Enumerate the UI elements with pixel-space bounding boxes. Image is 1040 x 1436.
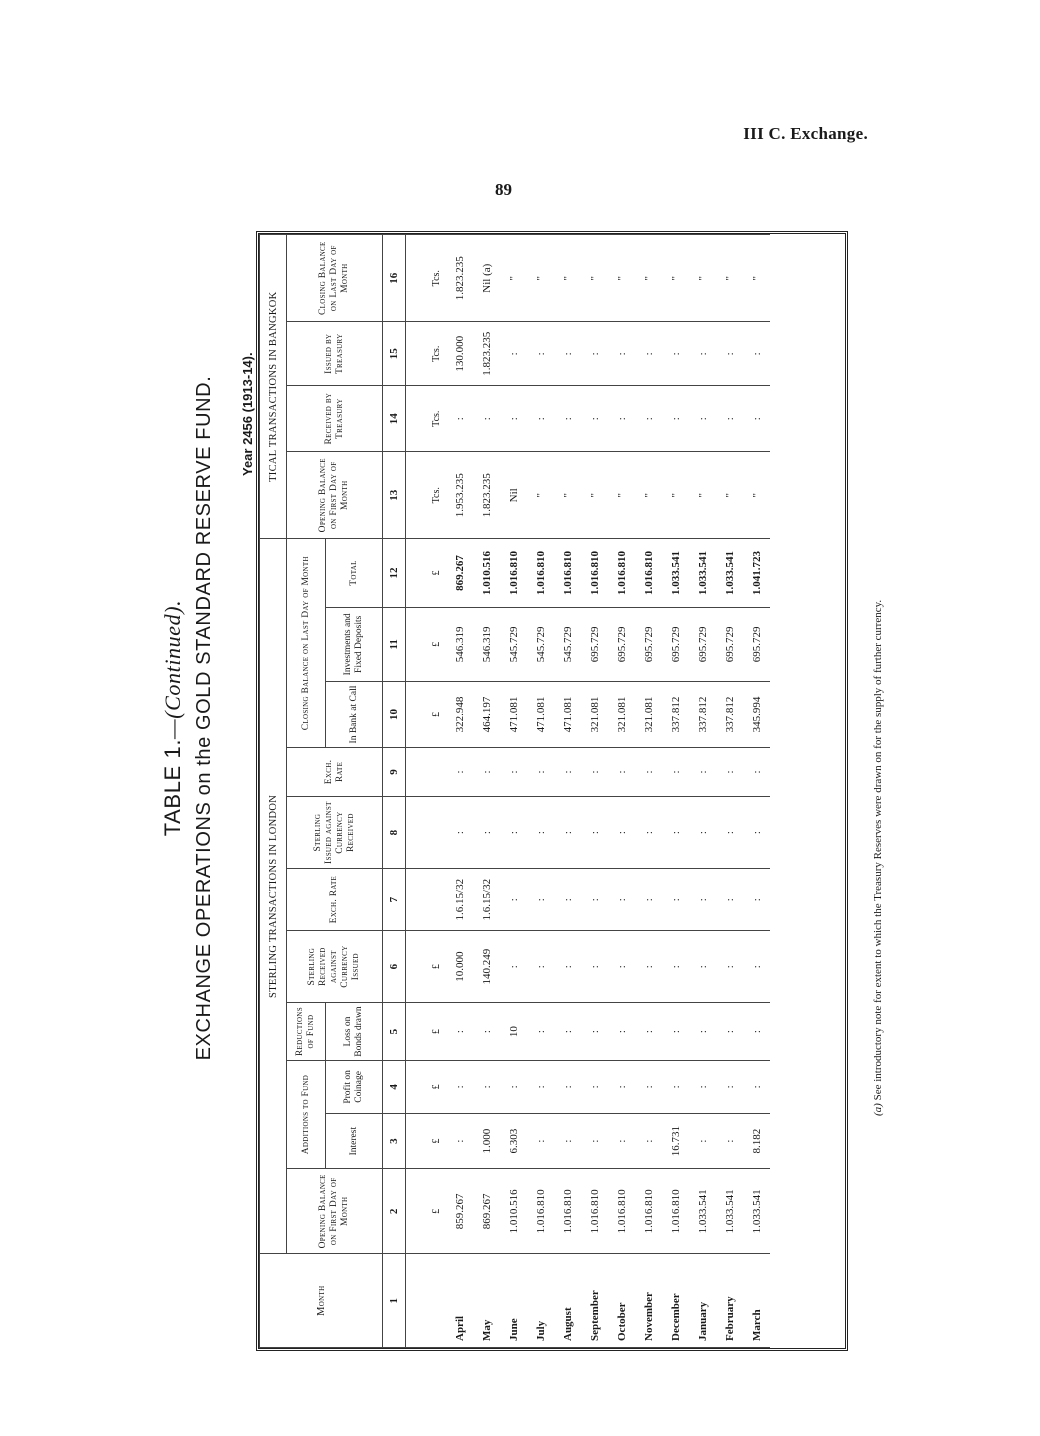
table-row xyxy=(635,235,662,1348)
cell-c16: " xyxy=(608,235,635,322)
column-number: 12 xyxy=(383,539,406,607)
cell-c12: 869.267 xyxy=(446,539,473,607)
header-month: Month xyxy=(260,1254,383,1348)
cell-c13: 1.823.235 xyxy=(473,452,500,539)
cell-c11: 695.729 xyxy=(689,607,716,681)
cell-c13: " xyxy=(554,452,581,539)
header-exch-rate-b: Exch. Rate xyxy=(287,748,383,797)
cell-c9: : xyxy=(554,748,581,797)
cell-c15: : xyxy=(635,322,662,386)
table-row xyxy=(581,235,608,1348)
cell-c3: 1.000 xyxy=(473,1113,500,1168)
cell-c12: 1.016.810 xyxy=(500,539,527,607)
cell-c4: : xyxy=(473,1060,500,1113)
cell-c5: 10 xyxy=(500,1003,527,1060)
cell-c7: 1.6.15/32 xyxy=(446,869,473,931)
cell-c10: 464.197 xyxy=(473,682,500,748)
cell-c3: : xyxy=(689,1113,716,1168)
month-cell: May xyxy=(473,1254,500,1348)
table-row xyxy=(500,235,527,1348)
cell-c3: 8.182 xyxy=(743,1113,770,1168)
cell-c11: 546.319 xyxy=(446,607,473,681)
month-cell: September xyxy=(581,1254,608,1348)
cell-c7: : xyxy=(554,869,581,931)
cell-c13: 1.953.235 xyxy=(446,452,473,539)
cell-c15: : xyxy=(581,322,608,386)
cell-c10: 321.081 xyxy=(581,682,608,748)
column-number: 8 xyxy=(383,796,406,868)
cell-c7: 1.6.15/32 xyxy=(473,869,500,931)
cell-c5: : xyxy=(716,1003,743,1060)
cell-c14: : xyxy=(743,386,770,452)
cell-c16: Nil (a) xyxy=(473,235,500,322)
cell-c5: : xyxy=(689,1003,716,1060)
month-cell: January xyxy=(689,1254,716,1348)
cell-c4: : xyxy=(500,1060,527,1113)
table-row xyxy=(446,235,473,1348)
cell-c11: 545.729 xyxy=(527,607,554,681)
unit-cell: Tcs. xyxy=(406,386,447,452)
exchange-table xyxy=(259,234,770,1348)
cell-c12: 1.041.723 xyxy=(743,539,770,607)
cell-c10: 471.081 xyxy=(527,682,554,748)
cell-c3: : xyxy=(608,1113,635,1168)
footnote-marker: (a) xyxy=(872,1103,884,1116)
cell-c10: 345.994 xyxy=(743,682,770,748)
cell-c6: : xyxy=(581,931,608,1003)
cell-c5: : xyxy=(635,1003,662,1060)
table-row xyxy=(608,235,635,1348)
header-investments: Investments and Fixed Deposits xyxy=(326,607,383,681)
table-subtitle: EXCHANGE OPERATIONS on the GOLD STANDARD RESERVE FUND. xyxy=(193,375,215,1061)
section-heading: III C. Exchange. xyxy=(743,124,868,143)
cell-c4: : xyxy=(716,1060,743,1113)
cell-c8: : xyxy=(608,796,635,868)
cell-c13: " xyxy=(689,452,716,539)
cell-c11: 695.729 xyxy=(635,607,662,681)
header-total: Total xyxy=(326,539,383,607)
cell-c2: 1.016.810 xyxy=(635,1169,662,1254)
header-t-issued: Issued by Treasury xyxy=(287,322,383,386)
cell-c6: : xyxy=(689,931,716,1003)
header-in-bank: In Bank at Call xyxy=(326,682,383,748)
page-number: 89 xyxy=(495,180,512,199)
month-cell: February xyxy=(716,1254,743,1348)
cell-c4: : xyxy=(554,1060,581,1113)
month-cell: October xyxy=(608,1254,635,1348)
cell-c14: : xyxy=(500,386,527,452)
header-interest: Interest xyxy=(326,1113,383,1168)
cell-c15: 130.000 xyxy=(446,322,473,386)
cell-c13: " xyxy=(716,452,743,539)
table-row xyxy=(527,235,554,1348)
header-reductions: Reductions of Fund xyxy=(287,1003,326,1060)
cell-c7: : xyxy=(743,869,770,931)
column-number: 6 xyxy=(383,931,406,1003)
cell-c9: : xyxy=(527,748,554,797)
cell-c11: 695.729 xyxy=(716,607,743,681)
cell-c16: " xyxy=(500,235,527,322)
cell-c11: 695.729 xyxy=(662,607,689,681)
cell-c8: : xyxy=(500,796,527,868)
cell-c3: : xyxy=(716,1113,743,1168)
cell-c7: : xyxy=(527,869,554,931)
data-rows xyxy=(446,235,770,1348)
cell-c4: : xyxy=(635,1060,662,1113)
cell-c10: 321.081 xyxy=(608,682,635,748)
table-row xyxy=(743,235,770,1348)
cell-c7: : xyxy=(662,869,689,931)
cell-c13: " xyxy=(527,452,554,539)
cell-c11: 695.729 xyxy=(743,607,770,681)
cell-c7: : xyxy=(689,869,716,931)
cell-c7: : xyxy=(716,869,743,931)
cell-c16: " xyxy=(527,235,554,322)
cell-c5: : xyxy=(473,1003,500,1060)
cell-c14: : xyxy=(689,386,716,452)
cell-c16: " xyxy=(743,235,770,322)
month-cell: June xyxy=(500,1254,527,1348)
cell-c9: : xyxy=(716,748,743,797)
unit-cell: Tcs. xyxy=(406,452,447,539)
month-cell: July xyxy=(527,1254,554,1348)
header-t-opening: Opening Balance on First Day of Month xyxy=(287,452,383,539)
cell-c16: " xyxy=(662,235,689,322)
column-number: 11 xyxy=(383,607,406,681)
cell-c2: 1.016.810 xyxy=(581,1169,608,1254)
column-number: 9 xyxy=(383,748,406,797)
column-number: 13 xyxy=(383,452,406,539)
cell-c4: : xyxy=(446,1060,473,1113)
cell-c13: Nil xyxy=(500,452,527,539)
cell-c12: 1.016.810 xyxy=(527,539,554,607)
cell-c12: 1.033.541 xyxy=(689,539,716,607)
cell-c14: : xyxy=(446,386,473,452)
unit-cell: £ xyxy=(406,539,447,607)
unit-cell: Tcs. xyxy=(406,235,447,322)
cell-c13: " xyxy=(743,452,770,539)
cell-c16: 1.823.235 xyxy=(446,235,473,322)
unit-cell: £ xyxy=(406,1169,447,1254)
cell-c9: : xyxy=(581,748,608,797)
cell-c5: : xyxy=(527,1003,554,1060)
header-group-london: STERLING TRANSACTIONS IN LONDON xyxy=(260,539,287,1254)
cell-c10: 337.812 xyxy=(716,682,743,748)
unit-cell: Tcs. xyxy=(406,322,447,386)
cell-c8: : xyxy=(662,796,689,868)
column-number: 2 xyxy=(383,1169,406,1254)
table-row xyxy=(716,235,743,1348)
cell-c3: : xyxy=(527,1113,554,1168)
cell-c9: : xyxy=(662,748,689,797)
cell-c2: 1.010.516 xyxy=(500,1169,527,1254)
column-number: 5 xyxy=(383,1003,406,1060)
header-loss: Loss on Bonds drawn xyxy=(326,1003,383,1060)
unit-cell: £ xyxy=(406,931,447,1003)
month-cell: December xyxy=(662,1254,689,1348)
table-row xyxy=(662,235,689,1348)
cell-c12: 1.016.810 xyxy=(581,539,608,607)
cell-c3: : xyxy=(446,1113,473,1168)
cell-c15: : xyxy=(554,322,581,386)
cell-c3: : xyxy=(635,1113,662,1168)
cell-c14: : xyxy=(473,386,500,452)
cell-c7: : xyxy=(581,869,608,931)
cell-c12: 1.033.541 xyxy=(662,539,689,607)
cell-c12: 1.016.810 xyxy=(608,539,635,607)
cell-c10: 337.812 xyxy=(662,682,689,748)
cell-c8: : xyxy=(554,796,581,868)
month-cell: November xyxy=(635,1254,662,1348)
cell-c12: 1.016.810 xyxy=(635,539,662,607)
header-t-received: Received by Treasury xyxy=(287,386,383,452)
table-row xyxy=(554,235,581,1348)
cell-c4: : xyxy=(689,1060,716,1113)
cell-c11: 545.729 xyxy=(500,607,527,681)
cell-c15: : xyxy=(500,322,527,386)
header-t-closing: Closing Balance on Last Day of Month xyxy=(287,235,383,322)
cell-c7: : xyxy=(635,869,662,931)
cell-c10: 337.812 xyxy=(689,682,716,748)
table-row xyxy=(689,235,716,1348)
cell-c2: 1.016.810 xyxy=(554,1169,581,1254)
cell-c6: : xyxy=(527,931,554,1003)
cell-c3: : xyxy=(554,1113,581,1168)
unit-cell: £ xyxy=(406,682,447,748)
unit-cell xyxy=(406,869,447,931)
cell-c7: : xyxy=(500,869,527,931)
table-title-main: TABLE 1. xyxy=(160,738,185,837)
column-number: 4 xyxy=(383,1060,406,1113)
table-frame xyxy=(256,231,848,1351)
cell-c15: 1.823.235 xyxy=(473,322,500,386)
cell-c14: : xyxy=(554,386,581,452)
cell-c9: : xyxy=(446,748,473,797)
cell-c2: 1.033.541 xyxy=(743,1169,770,1254)
cell-c5: : xyxy=(581,1003,608,1060)
unit-cell xyxy=(406,1254,447,1348)
cell-c6: : xyxy=(500,931,527,1003)
cell-c5: : xyxy=(608,1003,635,1060)
unit-cell xyxy=(406,796,447,868)
footnote-text: See introductory note for extent to which the Treasury Reserves were drawn on for the supply of further currency. xyxy=(872,599,884,1101)
cell-c14: : xyxy=(635,386,662,452)
cell-c10: 471.081 xyxy=(554,682,581,748)
cell-c5: : xyxy=(662,1003,689,1060)
unit-cell: £ xyxy=(406,1060,447,1113)
cell-c10: 471.081 xyxy=(500,682,527,748)
header-profit: Profit on Coinage xyxy=(326,1060,383,1113)
header-group-bangkok: TICAL TRANSACTIONS IN BANGKOK xyxy=(260,235,287,539)
header-sterling-received: Sterling Received against Currency Issued xyxy=(287,931,383,1003)
cell-c6: : xyxy=(554,931,581,1003)
header-exch-rate-a: Exch. Rate xyxy=(287,869,383,931)
cell-c6: : xyxy=(662,931,689,1003)
table-title xyxy=(160,0,186,1436)
cell-c4: : xyxy=(581,1060,608,1113)
cell-c16: " xyxy=(581,235,608,322)
cell-c13: " xyxy=(608,452,635,539)
column-number: 14 xyxy=(383,386,406,452)
cell-c8: : xyxy=(635,796,662,868)
month-cell: August xyxy=(554,1254,581,1348)
cell-c12: 1.016.810 xyxy=(554,539,581,607)
cell-c2: 1.016.810 xyxy=(662,1169,689,1254)
cell-c11: 545.729 xyxy=(554,607,581,681)
cell-c7: : xyxy=(608,869,635,931)
cell-c6: : xyxy=(743,931,770,1003)
cell-c3: 16.731 xyxy=(662,1113,689,1168)
cell-c10: 321.081 xyxy=(635,682,662,748)
cell-c2: 859.267 xyxy=(446,1169,473,1254)
cell-c12: 1.033.541 xyxy=(716,539,743,607)
cell-c8: : xyxy=(716,796,743,868)
cell-c2: 1.016.810 xyxy=(608,1169,635,1254)
cell-c9: : xyxy=(743,748,770,797)
cell-c6: : xyxy=(635,931,662,1003)
header-closing: Closing Balance on Last Day of Month xyxy=(287,539,326,748)
cell-c15: : xyxy=(662,322,689,386)
cell-c2: 1.033.541 xyxy=(689,1169,716,1254)
column-number-row xyxy=(383,235,406,1348)
header-sterling-issued: Sterling Issued against Currency Received xyxy=(287,796,383,868)
unit-cell xyxy=(406,748,447,797)
cell-c8: : xyxy=(689,796,716,868)
cell-c14: : xyxy=(662,386,689,452)
cell-c2: 1.016.810 xyxy=(527,1169,554,1254)
cell-c4: : xyxy=(608,1060,635,1113)
cell-c16: " xyxy=(716,235,743,322)
unit-cell: £ xyxy=(406,1003,447,1060)
cell-c16: " xyxy=(635,235,662,322)
cell-c4: : xyxy=(662,1060,689,1113)
column-number: 3 xyxy=(383,1113,406,1168)
cell-c5: : xyxy=(743,1003,770,1060)
cell-c9: : xyxy=(500,748,527,797)
cell-c12: 1.010.516 xyxy=(473,539,500,607)
table-row xyxy=(473,235,500,1348)
cell-c8: : xyxy=(743,796,770,868)
header-additions: Additions to Fund xyxy=(287,1060,326,1169)
cell-c11: 695.729 xyxy=(608,607,635,681)
cell-c13: " xyxy=(635,452,662,539)
cell-c9: : xyxy=(689,748,716,797)
cell-c2: 1.033.541 xyxy=(716,1169,743,1254)
header-opening: Opening Balance on First Day of Month xyxy=(287,1169,383,1254)
cell-c8: : xyxy=(473,796,500,868)
cell-c8: : xyxy=(446,796,473,868)
cell-c13: " xyxy=(581,452,608,539)
cell-c15: : xyxy=(689,322,716,386)
cell-c8: : xyxy=(581,796,608,868)
units-row xyxy=(406,235,447,1348)
cell-c11: 695.729 xyxy=(581,607,608,681)
cell-c15: : xyxy=(527,322,554,386)
cell-c11: 546.319 xyxy=(473,607,500,681)
table-title-suffix: —(Continued). xyxy=(160,599,185,739)
cell-c6: 10.000 xyxy=(446,931,473,1003)
cell-c4: : xyxy=(527,1060,554,1113)
month-cell: April xyxy=(446,1254,473,1348)
column-number: 10 xyxy=(383,682,406,748)
unit-cell: £ xyxy=(406,1113,447,1168)
unit-cell: £ xyxy=(406,607,447,681)
cell-c3: : xyxy=(581,1113,608,1168)
cell-c13: " xyxy=(662,452,689,539)
cell-c5: : xyxy=(446,1003,473,1060)
cell-c14: : xyxy=(716,386,743,452)
cell-c16: " xyxy=(689,235,716,322)
column-number: 16 xyxy=(383,235,406,322)
cell-c5: : xyxy=(554,1003,581,1060)
cell-c15: : xyxy=(743,322,770,386)
cell-c3: 6.303 xyxy=(500,1113,527,1168)
column-number: 7 xyxy=(383,869,406,931)
column-number: 1 xyxy=(383,1254,406,1348)
cell-c15: : xyxy=(608,322,635,386)
cell-c6: : xyxy=(716,931,743,1003)
cell-c9: : xyxy=(473,748,500,797)
column-number: 15 xyxy=(383,322,406,386)
cell-c9: : xyxy=(635,748,662,797)
cell-c15: : xyxy=(716,322,743,386)
cell-c16: " xyxy=(554,235,581,322)
year-label: Year 2456 (1913-14). xyxy=(240,352,255,476)
cell-c9: : xyxy=(608,748,635,797)
cell-c14: : xyxy=(527,386,554,452)
cell-c6: 140.249 xyxy=(473,931,500,1003)
cell-c8: : xyxy=(527,796,554,868)
cell-c2: 869.267 xyxy=(473,1169,500,1254)
cell-c14: : xyxy=(608,386,635,452)
cell-c14: : xyxy=(581,386,608,452)
month-cell: March xyxy=(743,1254,770,1348)
cell-c4: : xyxy=(743,1060,770,1113)
cell-c6: : xyxy=(608,931,635,1003)
cell-c10: 322.948 xyxy=(446,682,473,748)
footnote xyxy=(872,600,884,1116)
